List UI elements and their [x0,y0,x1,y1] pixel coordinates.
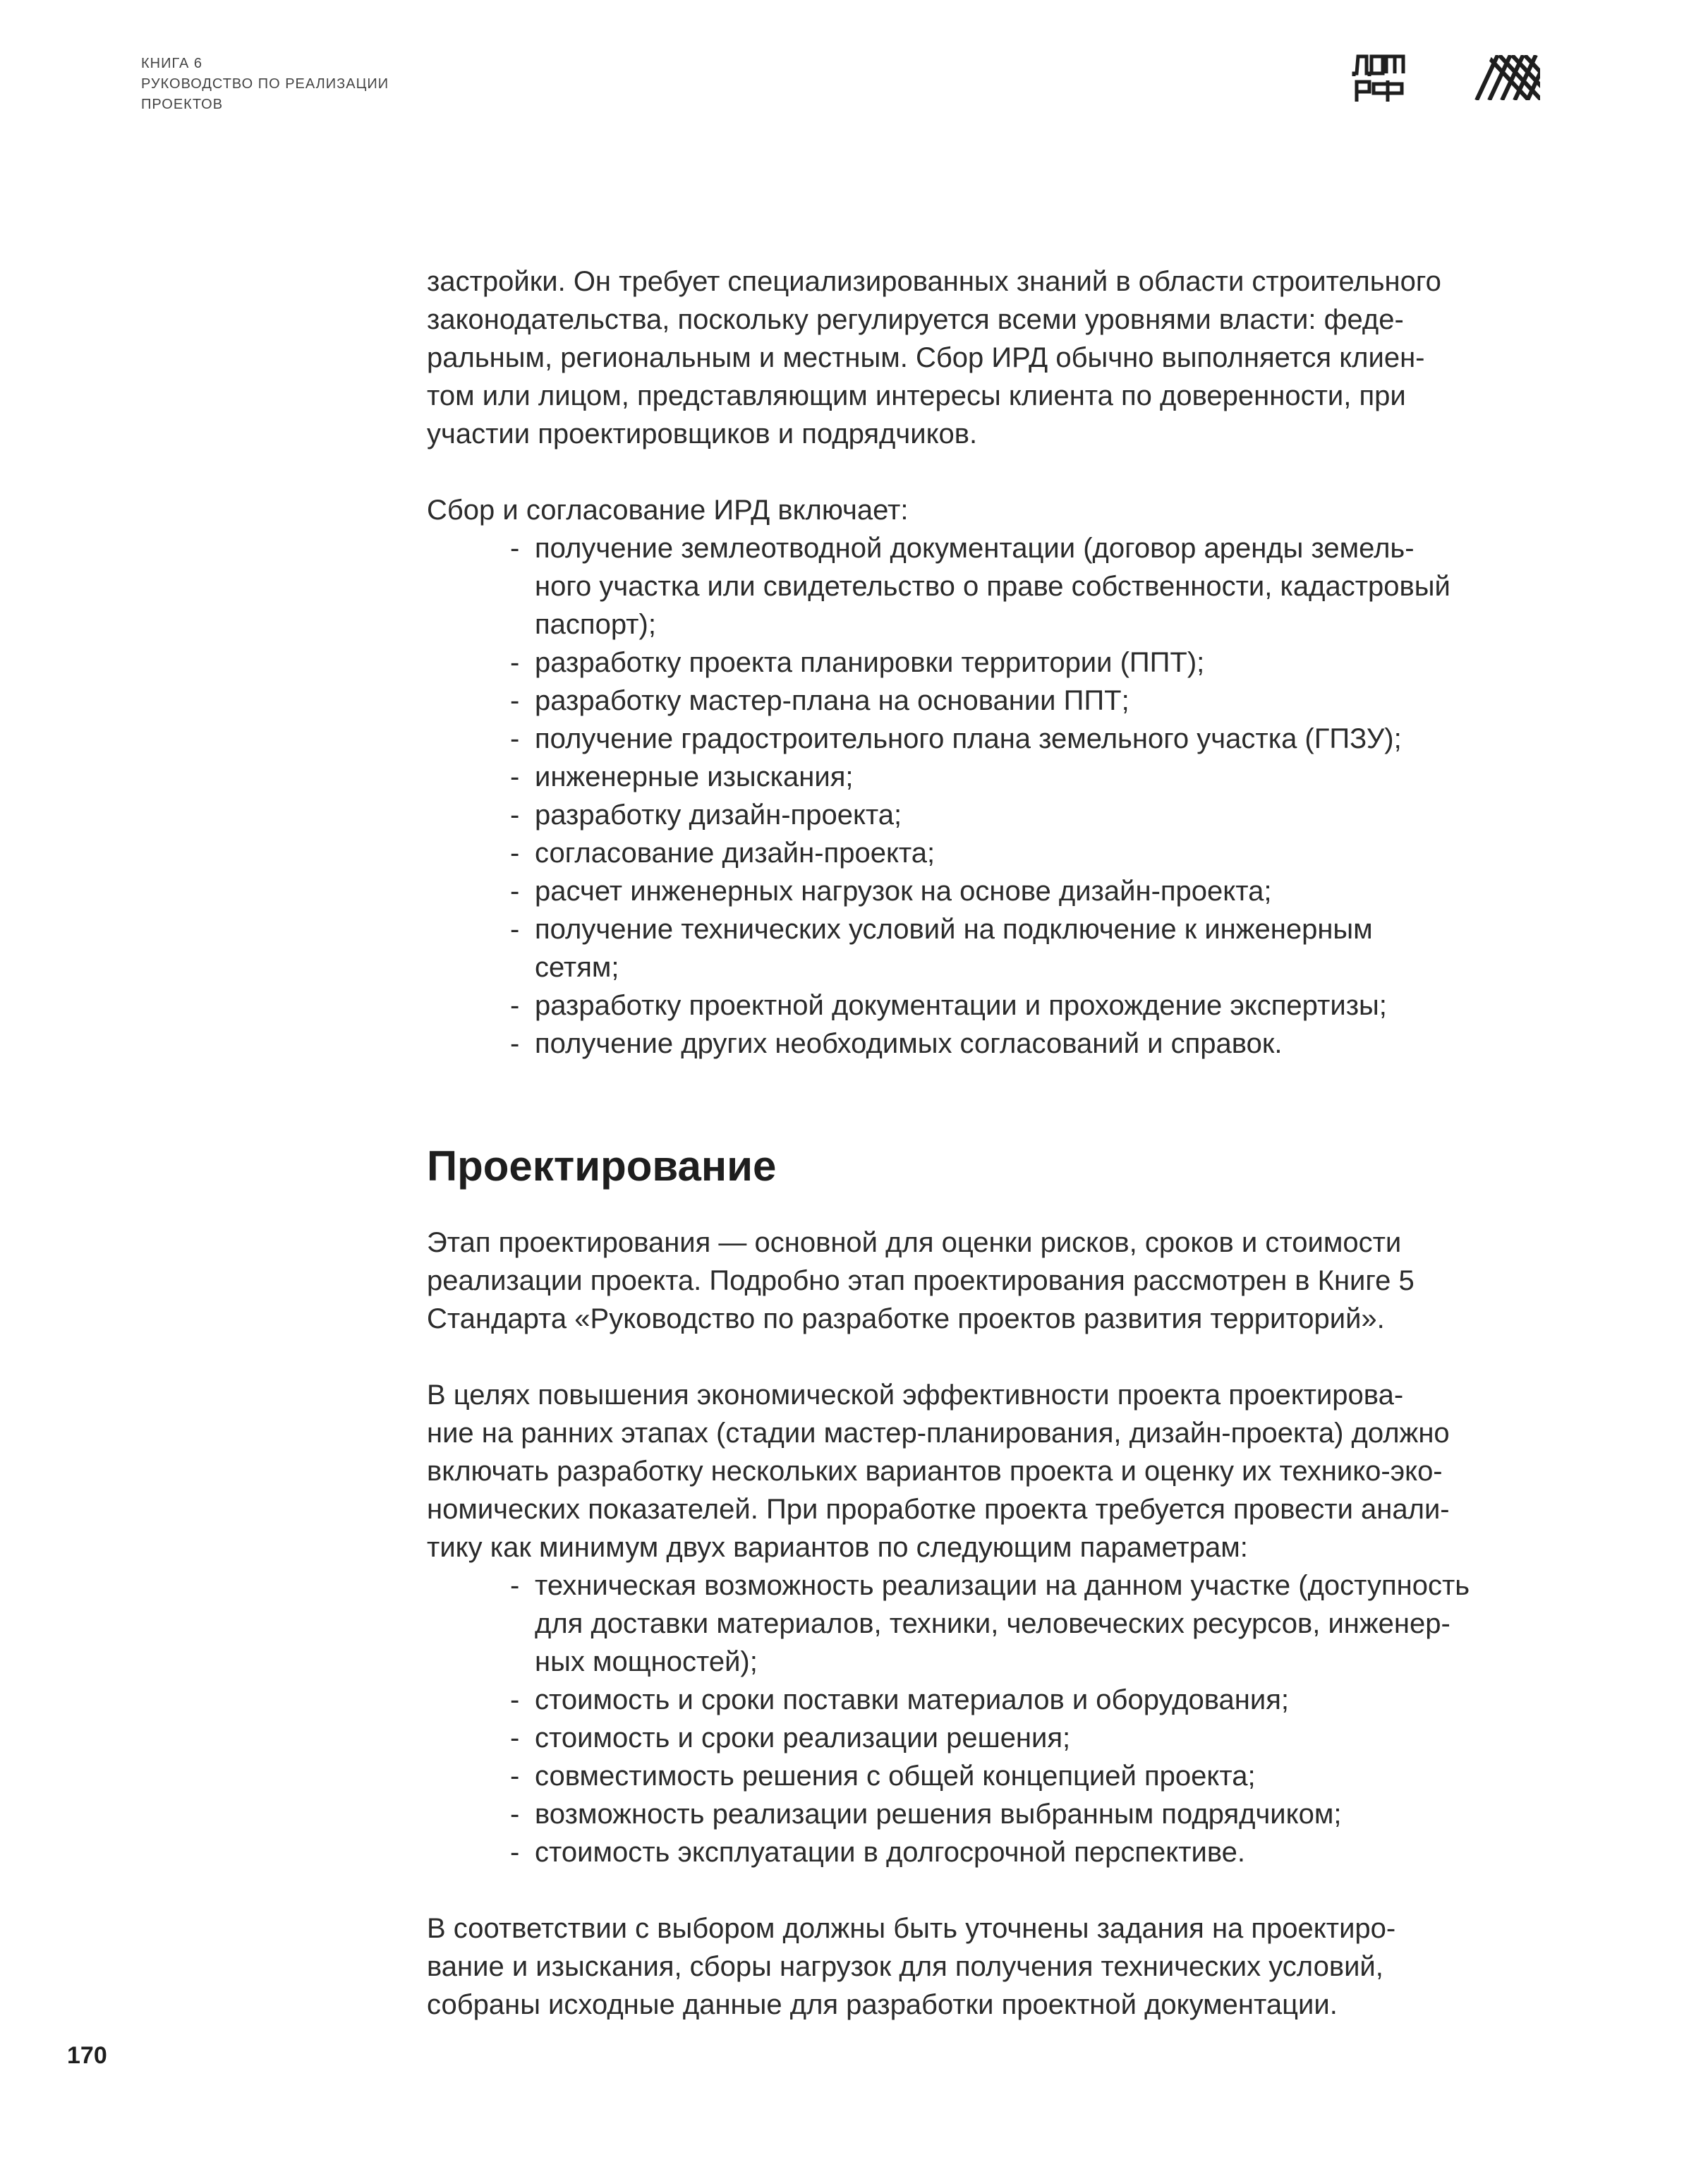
list-item [427,1757,1570,1795]
text-line: ральным, региональным и местным. Сбор ИРД обычно выполняется клиен- [427,342,1425,373]
list-item [427,682,1570,720]
book-title-line-1: РУКОВОДСТВО ПО РЕАЛИЗАЦИИ [141,76,389,92]
design-paragraph-2 [427,1376,1570,1567]
text-line: стоимость эксплуатации в долгосрочной перспективе. [535,1837,1246,1868]
list-dash: - [510,647,520,678]
text-line: В целях повышения экономической эффективности проекта проектирова- [427,1380,1404,1411]
text-line: том или лицом, представляющим интересы клиента по доверенности, при [427,380,1406,411]
book-title-line-2: ПРОЕКТОВ [141,97,224,112]
list-dash: - [510,1722,520,1753]
list-item [427,910,1570,986]
list-dash: - [510,1837,520,1868]
text-line: стоимость и сроки поставки материалов и оборудования; [535,1684,1290,1715]
text-line: включать разработку нескольких вариантов проекта и оценку их технико-эко- [427,1456,1443,1487]
text-line: ных мощностей); [535,1646,758,1677]
list-dash: - [510,723,520,754]
text-line: участии проектировщиков и подрядчиков. [427,418,978,449]
text-line: вание и изыскания, сборы нагрузок для получения технических условий, [427,1951,1383,1982]
running-header [141,54,389,115]
text-line: застройки. Он требует специализированных знаний в области строительного [427,266,1441,297]
list-item [427,1795,1570,1833]
text-line: для доставки материалов, техники, человеческих ресурсов, инженер- [535,1608,1450,1639]
page-number: 170 [67,2042,107,2069]
list-item [427,1025,1570,1063]
text-line: Стандарта «Руководство по разработке проектов развития территорий». [427,1303,1385,1334]
text-line: В соответствии с выбором должны быть уточнены задания на проектиро- [427,1913,1396,1944]
list-dash: - [510,533,520,564]
text-line: расчет инженерных нагрузок на основе дизайн-проекта; [535,876,1272,907]
list-item [427,986,1570,1025]
text-line: разработку дизайн-проекта; [535,799,902,831]
design-parameters-list [427,1567,1570,1871]
text-line: паспорт); [535,609,656,640]
ird-lead-text: Сбор и согласование ИРД включает: [427,495,909,526]
text-line: разработку проектной документации и прохождение экспертизы; [535,990,1387,1021]
list-dash: - [510,1028,520,1059]
text-line: ние на ранних этапах (стадии мастер-планирования, дизайн-проекта) должно [427,1418,1450,1449]
list-dash: - [510,1799,520,1830]
list-item [427,1681,1570,1719]
text-line: получение технических условий на подключение к инженерным [535,914,1373,945]
diagonal-pattern-logo-icon [1471,55,1540,100]
design-paragraph-1 [427,1224,1570,1338]
design-paragraph-3 [427,1909,1570,2024]
text-line: законодательства, поскольку регулируется всеми уровнями власти: феде- [427,304,1404,335]
text-line: техническая возможность реализации на данном участке (доступность [535,1570,1470,1601]
text-line: сетям; [535,952,619,983]
list-dash: - [510,685,520,716]
list-dash: - [510,1570,520,1601]
list-item [427,1719,1570,1757]
list-item [427,1567,1570,1681]
list-item [427,1833,1570,1871]
intro-paragraph [427,262,1570,453]
list-item [427,796,1570,834]
text-line: номических показателей. При проработке проекта требуется провести анали- [427,1494,1450,1525]
text-line: стоимость и сроки реализации решения; [535,1722,1071,1753]
ird-list [427,529,1570,1063]
list-item [427,644,1570,682]
text-line: Этап проектирования — основной для оценки рисков, сроков и стоимости [427,1227,1402,1258]
text-line: совместимость решения с общей концепцией проекта; [535,1761,1256,1792]
list-dash: - [510,914,520,945]
list-dash: - [510,1684,520,1715]
section-heading: Проектирование [427,1142,777,1190]
list-item [427,720,1570,758]
list-item [427,834,1570,872]
list-dash: - [510,799,520,831]
text-line: инженерные изыскания; [535,761,854,792]
list-dash: - [510,1761,520,1792]
list-item [427,758,1570,796]
text-line: реализации проекта. Подробно этап проектирования рассмотрен в Книге 5 [427,1265,1415,1296]
list-dash: - [510,876,520,907]
text-line: согласование дизайн-проекта; [535,838,935,869]
book-label: КНИГА 6 [141,56,202,71]
ird-lead [427,491,1570,529]
text-line: получение градостроительного плана земельного участка (ГПЗУ); [535,723,1402,754]
text-line: получение других необходимых согласований и справок. [535,1028,1283,1059]
list-dash: - [510,838,520,869]
list-item [427,872,1570,910]
text-line: разработку проекта планировки территории (ППТ); [535,647,1205,678]
list-dash: - [510,990,520,1021]
text-line: ного участка или свидетельство о праве собственности, кадастровый [535,571,1450,602]
text-line: тику как минимум двух вариантов по следующим параметрам: [427,1532,1248,1563]
dom-rf-logo-icon [1351,52,1406,104]
list-dash: - [510,761,520,792]
list-item [427,529,1570,644]
text-line: собраны исходные данные для разработки проектной документации. [427,1989,1338,2020]
text-line: возможность реализации решения выбранным подрядчиком; [535,1799,1342,1830]
text-line: разработку мастер-плана на основании ППТ; [535,685,1129,716]
text-line: получение землеотводной документации (договор аренды земель- [535,533,1415,564]
main-content [427,262,1570,2024]
